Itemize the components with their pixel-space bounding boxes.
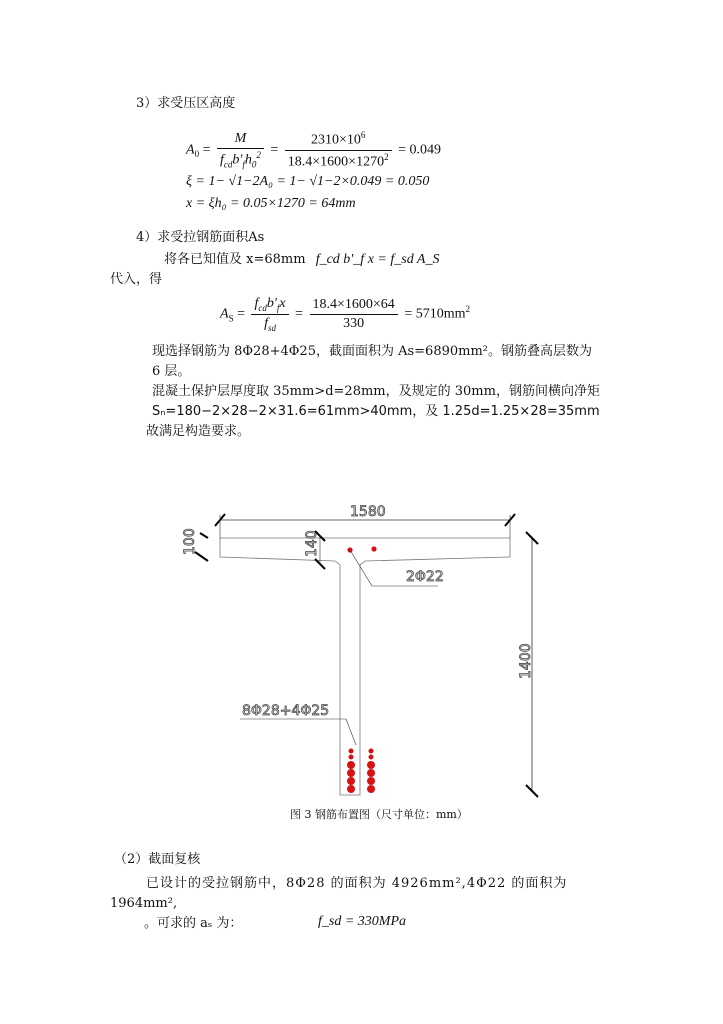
substitution-formula: f_cd b'_f x = f_sd A_S bbox=[315, 252, 440, 267]
bottom-bar-28-3 bbox=[347, 769, 355, 777]
As-frac1-den: $f_{sd}$ bbox=[264, 315, 276, 333]
equation-A0: $A_0$ = $\frac{M}{f_{cd}b'_fh_0^2}$ = $\frac{2310\times 10^6}{18.4\times 1600\times 1270^2}$ = 0.049 bbox=[186, 130, 441, 170]
para2-line2: Sₙ=180−2×28−2×31.6=61mm>40mm，及 1.25d=1.25×28=35mm bbox=[152, 404, 600, 419]
section4-title: 4）求受拉钢筋面积As bbox=[136, 230, 265, 245]
check-line1: 已设计的受拉钢筋中，8Φ28 的面积为 4926mm²,4Φ22 的面积为 bbox=[146, 876, 568, 891]
dim-height-label: 1400 bbox=[518, 643, 534, 679]
label-bottom-bars: 8Φ28+4Φ25 bbox=[242, 703, 330, 719]
dim-flange-label: 100 bbox=[182, 528, 198, 555]
rebar-layout-figure bbox=[180, 495, 550, 800]
equation-xi: ξ = 1− √1−2A₀ = 1− √1−2×0.049 = 0.050 bbox=[186, 174, 430, 189]
para2-line3: 故满足构造要求。 bbox=[146, 424, 251, 439]
leader-bottom-bars bbox=[240, 719, 356, 745]
A0-frac1-den: $f_{cd}b'_fh_0^2$ bbox=[219, 149, 261, 170]
A0-frac1-num: M bbox=[217, 131, 264, 149]
top-bar-2 bbox=[371, 546, 376, 551]
As-frac2-den: 330 bbox=[343, 315, 365, 331]
bottom-bar-25-1 bbox=[349, 749, 354, 754]
bottom-bar-28-2 bbox=[367, 761, 375, 769]
bottom-bar-25-4 bbox=[369, 755, 374, 760]
para1-line2: 6 层。 bbox=[152, 364, 191, 379]
bottom-bar-28-4 bbox=[367, 769, 375, 777]
dim-haunch-label: 140 bbox=[304, 530, 320, 557]
figure-caption: 图 3 钢筋布置图（尺寸单位：mm） bbox=[290, 808, 468, 821]
label-top-bars: 2Φ22 bbox=[406, 569, 444, 585]
A0-frac2-num: $2310\times 10^6$ bbox=[285, 130, 392, 151]
section-check-title: （2）截面复核 bbox=[114, 852, 201, 867]
As-frac1-num: $f_{cd}b'_fx$ bbox=[251, 296, 288, 315]
bottom-bar-25-3 bbox=[349, 755, 354, 760]
bottom-bar-28-6 bbox=[367, 777, 375, 785]
check-line2: 1964mm², bbox=[110, 896, 178, 911]
equation-As: $A_S$ = $\frac{f_{cd}b'_fx}{f_{sd}}$ = $\frac{18.4\times 1600\times 64}{330}$ = $5710mm^2$ bbox=[220, 296, 470, 333]
bottom-bar-28-8 bbox=[367, 785, 375, 793]
t-beam-outline bbox=[220, 538, 510, 795]
As-frac2-num: 18.4×1600×64 bbox=[310, 297, 398, 315]
bottom-bar-28-1 bbox=[347, 761, 355, 769]
bottom-bar-25-2 bbox=[369, 749, 374, 754]
para1-line1: 现选择钢筋为 8Φ28+4Φ25，截面面积为 As=6890mm²。钢筋叠高层数为 bbox=[152, 344, 593, 359]
equation-x: x = ξh₀ = 0.05×1270 = 64mm bbox=[186, 196, 356, 211]
section3-title: 3）求受压区高度 bbox=[136, 96, 236, 111]
para2-line1: 混凝土保护层厚度取 35mm>d=28mm，及规定的 30mm，钢筋间横向净矩 bbox=[152, 384, 600, 399]
bottom-bar-28-7 bbox=[347, 785, 355, 793]
dim-top-label: 1580 bbox=[350, 504, 386, 520]
substitution-line: 将各已知值及 x=68mm f_cd b'_f x = f_sd A_S bbox=[164, 252, 440, 267]
bottom-bar-28-5 bbox=[347, 777, 355, 785]
check-formula: f_sd = 330MPa bbox=[318, 914, 406, 929]
A0-frac2-den: $18.4\times 1600\times 1270^2$ bbox=[287, 151, 389, 170]
substitution-line-2: 代入，得 bbox=[110, 272, 163, 287]
check-line3: 。可求的 aₛ 为： bbox=[144, 916, 243, 931]
